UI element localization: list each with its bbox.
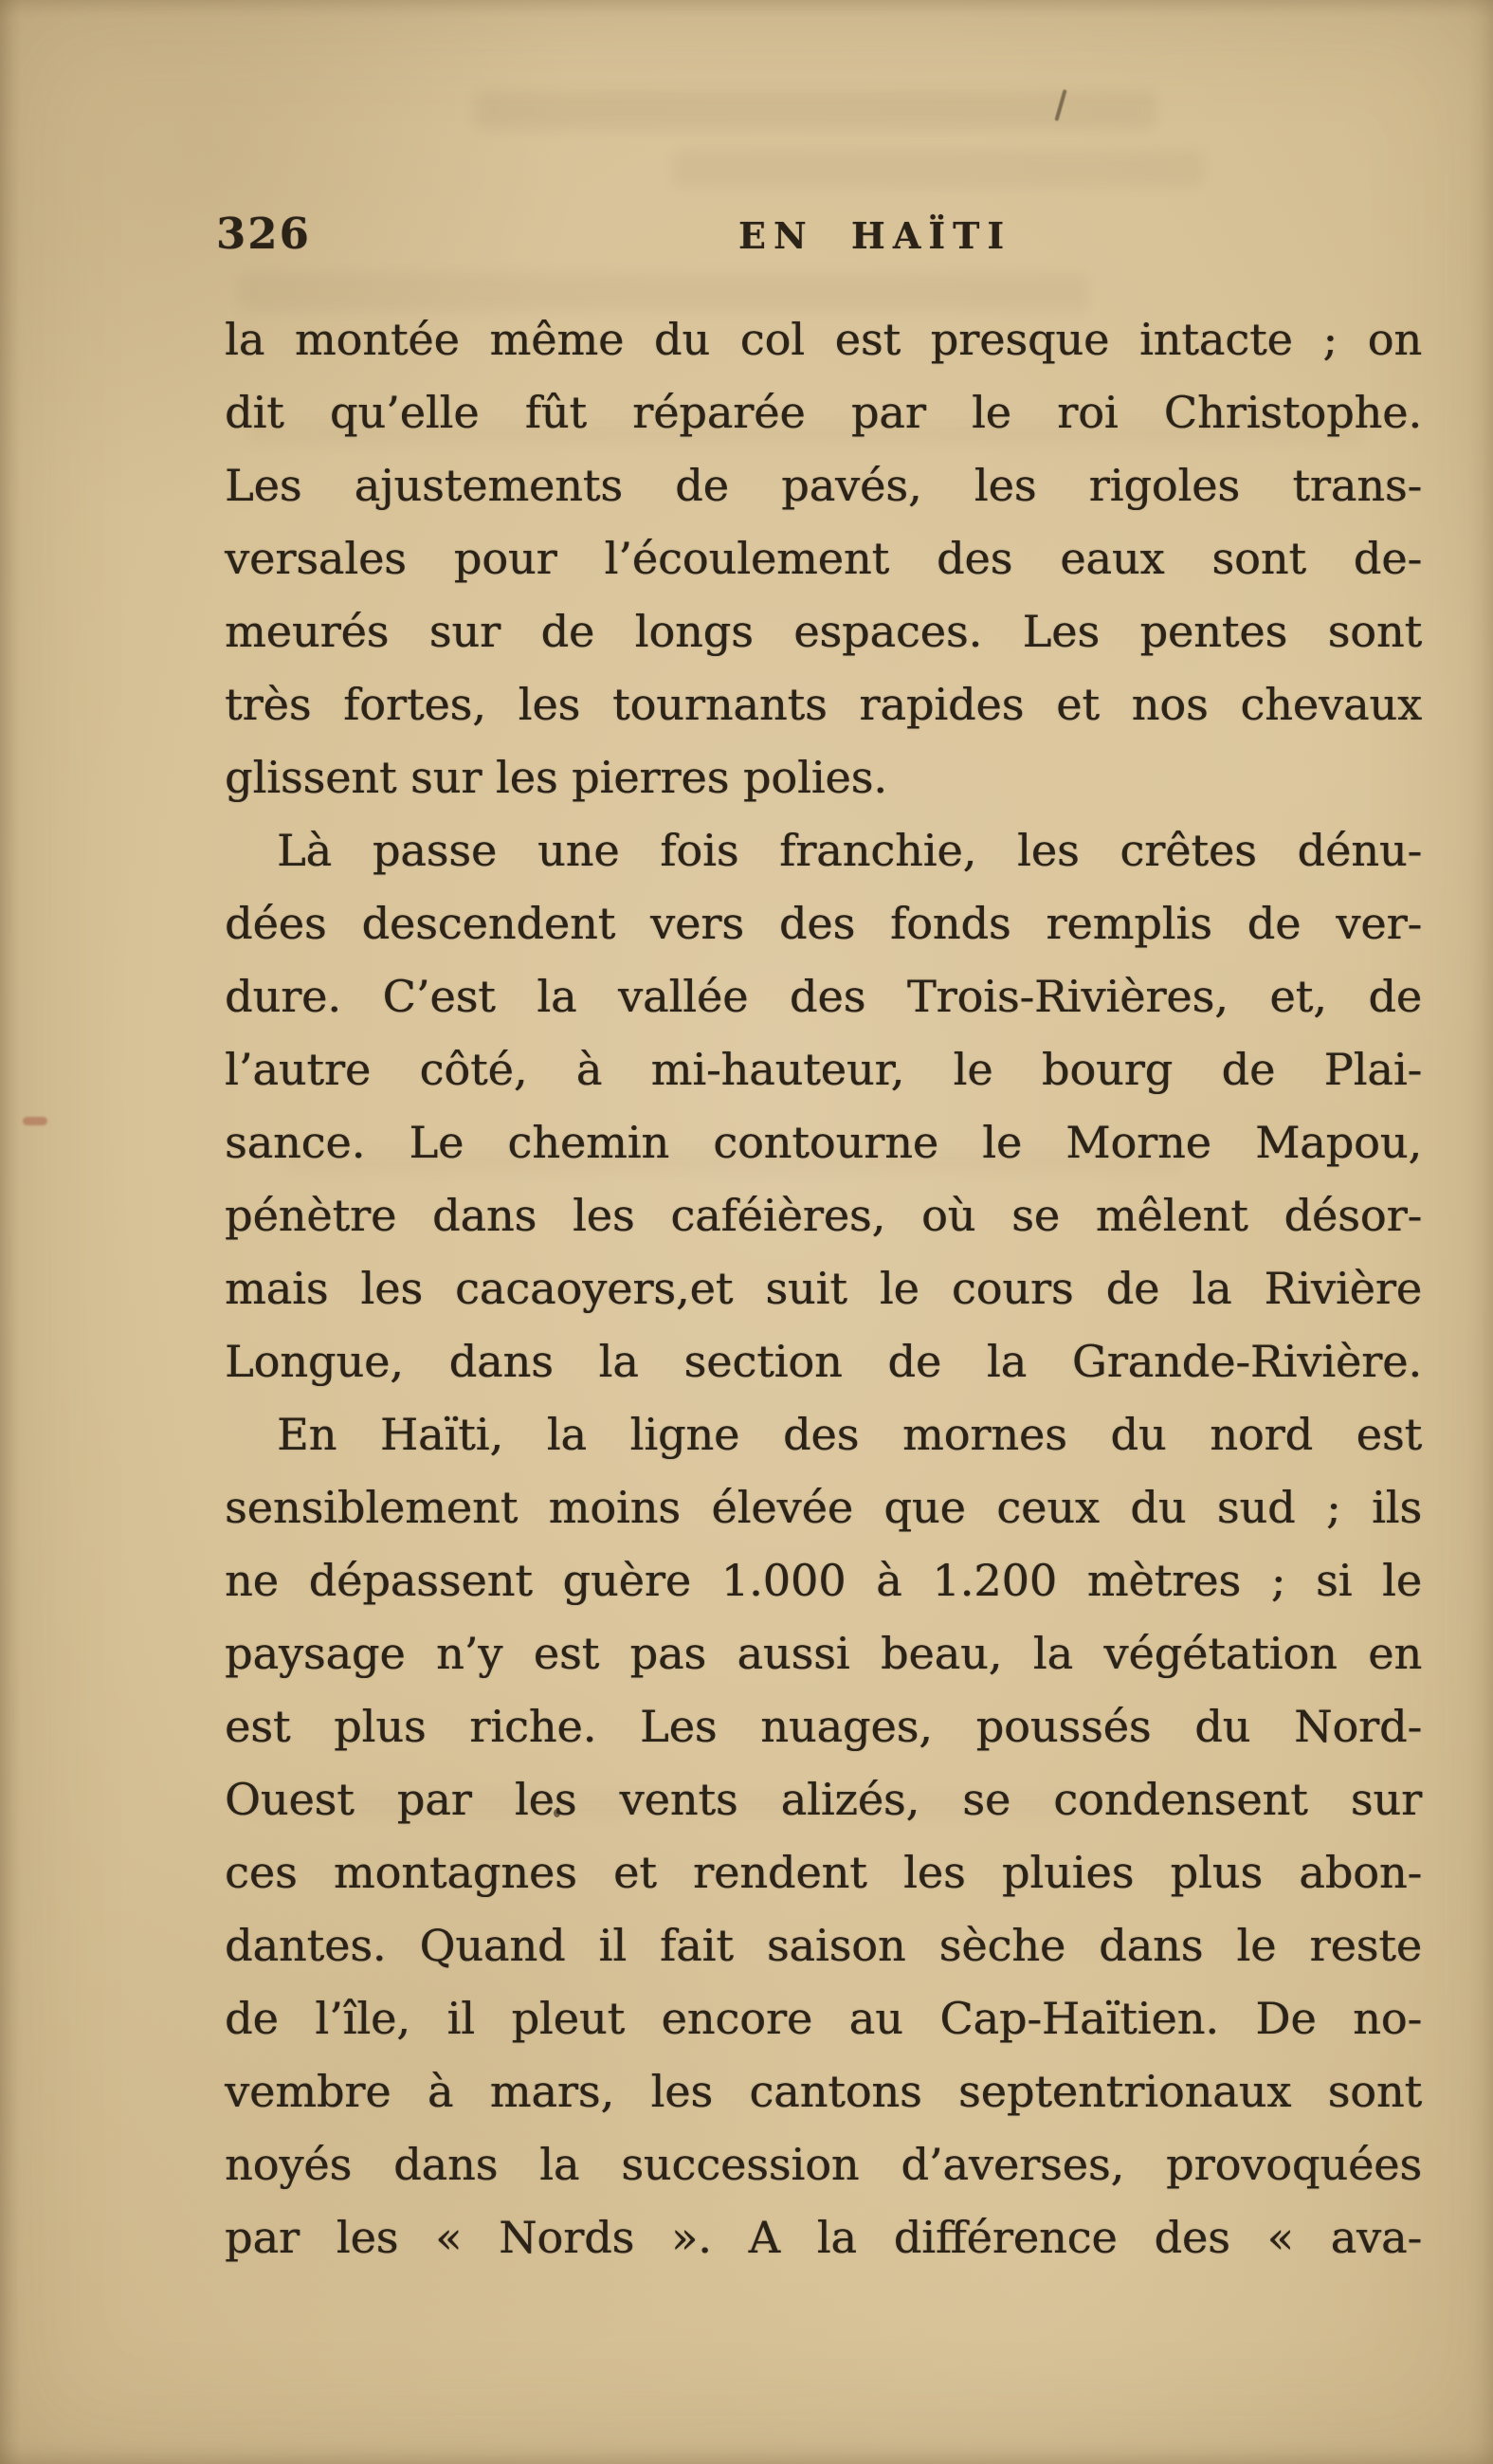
text-line-7: glissent sur les pierres polies. — [225, 752, 887, 803]
text-line-1: la montée même du col est presque intacte ; on — [225, 314, 1422, 365]
page-number: 326 — [216, 209, 311, 259]
bleed-through-smudge — [673, 150, 1204, 188]
text-line-14: mais les cacaoyers,et suit le cours de la Rivière — [225, 1263, 1422, 1314]
text-line-5: meurés sur de longs espaces. Les pentes sont — [225, 606, 1422, 657]
text-line-10: dure. C’est la vallée des Trois-Rivières, et, de — [225, 971, 1422, 1022]
text-line-21: Ouest par les vents alizés, se condensent sur — [225, 1774, 1422, 1825]
text-line-6: très fortes, les tournants rapides et nos chevaux — [225, 679, 1422, 730]
red-ink-speck — [23, 1117, 47, 1125]
text-line-18: ne dépassent guère 1.000 à 1.200 mètres ; si le — [225, 1555, 1422, 1606]
text-line-8: Là passe une fois franchie, les crêtes dénu- — [277, 825, 1422, 876]
text-line-11: l’autre côté, à mi-hauteur, le bourg de Plai- — [225, 1044, 1422, 1095]
text-line-25: vembre à mars, les cantons septentrionaux sont — [225, 2066, 1422, 2117]
text-line-26: noyés dans la succession d’averses, provoquées — [225, 2139, 1422, 2190]
running-header-title: EN HAÏTI — [738, 214, 1012, 257]
text-line-15: Longue, dans la section de la Grande-Rivière. — [225, 1336, 1422, 1387]
text-line-27: par les « Nords ». A la différence des « ava- — [225, 2212, 1422, 2263]
text-line-13: pénètre dans les caféières, où se mêlent désor- — [225, 1190, 1422, 1241]
text-line-20: est plus riche. Les nuages, poussés du Nord- — [225, 1701, 1422, 1752]
text-line-24: de l’île, il pleut encore au Cap-Haïtien. De no- — [225, 1993, 1422, 2044]
text-line-3: Les ajustements de pavés, les rigoles trans- — [225, 460, 1422, 511]
text-line-23: dantes. Quand il fait saison sèche dans le reste — [225, 1920, 1422, 1971]
text-line-4: versales pour l’écoulement des eaux sont de- — [225, 533, 1422, 584]
text-line-22: ces montagnes et rendent les pluies plus abon- — [225, 1847, 1422, 1898]
text-line-2: dit qu’elle fût réparée par le roi Christophe. — [225, 387, 1422, 438]
body-text — [225, 303, 1422, 2274]
text-line-9: dées descendent vers des fonds remplis de ver- — [225, 898, 1422, 949]
text-line-19: paysage n’y est pas aussi beau, la végétation en — [225, 1628, 1422, 1679]
text-line-16: En Haïti, la ligne des mornes du nord est — [277, 1409, 1422, 1460]
bleed-through-smudge — [474, 91, 1156, 131]
text-line-12: sance. Le chemin contourne le Morne Mapou, — [225, 1117, 1422, 1168]
text-line-17: sensiblement moins élevée que ceux du sud ; ils — [225, 1482, 1422, 1533]
